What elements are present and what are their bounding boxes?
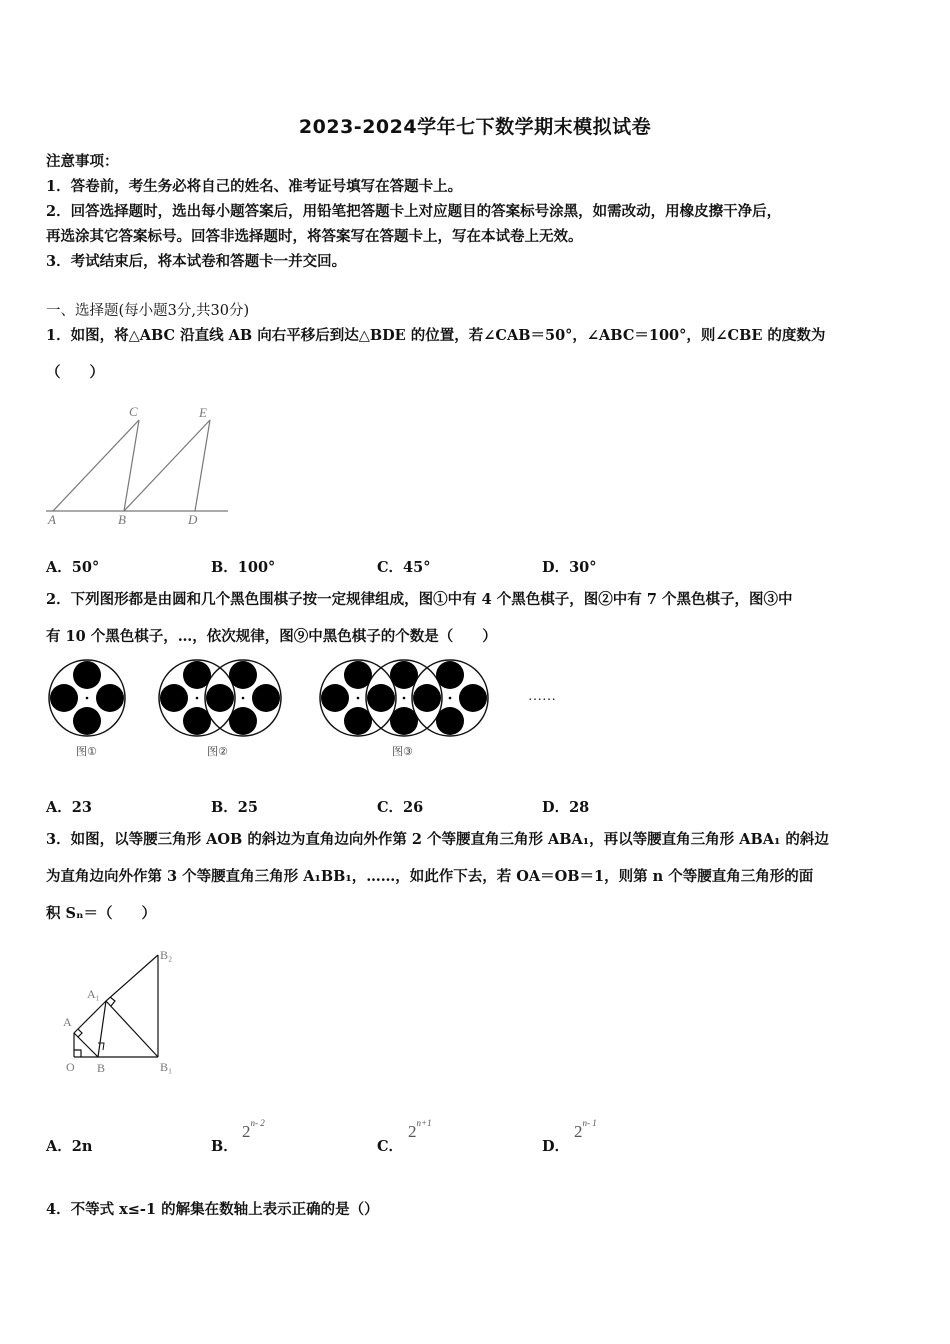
option-text: 23	[71, 799, 92, 816]
question-3-text-cont: 为直角边向外作第 3 个等腰直角三角形 A₁BB₁，……，如此作下去，若 OA＝OB＝1，则第 n 个等腰直角三角形的面	[46, 868, 814, 885]
question-3-figure	[58, 945, 188, 1080]
power-exponent: n+1	[416, 1118, 432, 1129]
notice-heading: 注意事项：	[46, 153, 119, 170]
q1-option-c[interactable]	[377, 556, 430, 577]
q3-option-d[interactable]	[542, 1135, 569, 1156]
q3-option-c-power	[408, 1118, 432, 1142]
notice-item: 再选涂其它答案标号。回答非选择题时，将答案写在答题卡上，写在本试卷上无效。	[46, 228, 583, 245]
caption-figure-2: 图②	[207, 745, 228, 758]
option-text: 2n	[71, 1138, 93, 1155]
option-label: B．	[211, 1138, 238, 1155]
option-label: C．	[377, 799, 404, 816]
q1-option-d[interactable]	[542, 556, 597, 577]
option-text: 25	[237, 799, 258, 816]
point-label-a: A	[63, 1015, 72, 1029]
notice-item: 2．回答选择题时，选出每小题答案后，用铅笔把答题卡上对应题目的答案标号涂黑，如需改动，用橡皮擦干净后，	[46, 203, 782, 220]
question-3-text: 3．如图，以等腰三角形 AOB 的斜边为直角边向外作第 2 个等腰直角三角形 ABA₁，再以等腰直角三角形 ABA₁ 的斜边	[46, 831, 829, 848]
q1-option-a[interactable]	[46, 556, 99, 577]
option-text: 28	[569, 799, 590, 816]
notice-item: 1．答卷前，考生务必将自己的姓名、准考证号填写在答题卡上。	[46, 178, 463, 195]
segment-a1b2	[106, 955, 158, 1001]
q3-option-a[interactable]	[46, 1135, 92, 1156]
option-label: A．	[46, 799, 72, 816]
segment-a1b1	[106, 1001, 158, 1057]
right-angle-a	[78, 1029, 82, 1037]
page-title: 2023-2024学年七下数学期末模拟试卷	[298, 116, 652, 138]
question-1-figure	[44, 400, 234, 530]
option-label: A．	[46, 1138, 72, 1155]
point-label-c: C	[129, 404, 138, 419]
point-label-b: B	[118, 512, 126, 527]
segment-aa1	[74, 1001, 106, 1033]
option-label: C．	[377, 559, 404, 576]
question-1-text: 1．如图，将△ABC 沿直线 AB 向右平移后到达△BDE 的位置，若∠CAB＝50°，∠ABC＝100°，则∠CBE 的度数为	[46, 327, 826, 344]
q2-option-a[interactable]	[46, 796, 92, 817]
segment-a1b	[98, 1001, 106, 1057]
point-label-d: D	[188, 512, 198, 527]
option-label: D．	[542, 559, 570, 576]
option-label: D．	[542, 1138, 570, 1155]
go-pattern-1	[49, 660, 125, 736]
q3-option-d-power	[574, 1118, 597, 1142]
q3-option-c[interactable]	[377, 1135, 403, 1156]
section-heading: 一、选择题(每小题3分,共30分)	[46, 303, 250, 319]
power-base: 2	[242, 1122, 251, 1141]
right-angle-a1	[110, 997, 115, 1006]
option-text: 50°	[71, 559, 100, 576]
option-label: B．	[211, 799, 238, 816]
notice-item: 3．考试结束后，将本试卷和答题卡一并交回。	[46, 253, 347, 270]
question-4-text: 4．不等式 x≤-1 的解集在数轴上表示正确的是（）	[46, 1201, 379, 1218]
power-exponent: n- 1	[582, 1118, 597, 1129]
q3-option-b[interactable]	[211, 1135, 238, 1156]
caption-figure-3: 图③	[392, 745, 413, 758]
q2-option-d[interactable]	[542, 796, 589, 817]
go-pattern-3	[320, 660, 488, 736]
point-label-b1: B₁	[160, 1060, 173, 1074]
point-label-e: E	[199, 405, 207, 420]
point-label-a: A	[48, 512, 56, 527]
right-angle-o	[74, 1050, 81, 1057]
question-1-bracket: （ ）	[46, 364, 104, 381]
option-label: D．	[542, 799, 570, 816]
go-pattern-2	[159, 660, 281, 736]
point-label-o: O	[66, 1060, 75, 1074]
option-text: 45°	[403, 559, 431, 576]
q3-option-b-power	[242, 1118, 265, 1142]
point-label-b: B	[97, 1061, 106, 1075]
power-base: 2	[408, 1122, 417, 1141]
point-label-b2: B₂	[160, 948, 173, 962]
question-2-figure	[40, 655, 580, 770]
option-text: 26	[403, 799, 424, 816]
option-label: C．	[377, 1138, 404, 1155]
option-label: B．	[211, 559, 238, 576]
option-text: 30°	[569, 559, 597, 576]
power-base: 2	[574, 1122, 583, 1141]
point-label-a1: A₁	[87, 987, 100, 1001]
ellipsis: ……	[528, 689, 556, 704]
q2-option-b[interactable]	[211, 796, 258, 817]
question-2-text-cont: 有 10 个黑色棋子，…，依次规律，图⑨中黑色棋子的个数是（ ）	[46, 628, 497, 645]
q2-option-c[interactable]	[377, 796, 423, 817]
caption-figure-1: 图①	[76, 745, 97, 758]
question-2-text: 2．下列图形都是由圆和几个黑色围棋子按一定规律组成，图①中有 4 个黑色棋子，图②中有 7 个黑色棋子，图③中	[46, 591, 793, 608]
question-3-text-end: 积 Sₙ＝（ ）	[46, 905, 157, 922]
q1-option-b[interactable]	[211, 556, 275, 577]
option-label: A．	[46, 559, 72, 576]
power-exponent: n- 2	[250, 1118, 265, 1129]
option-text: 100°	[237, 559, 276, 576]
